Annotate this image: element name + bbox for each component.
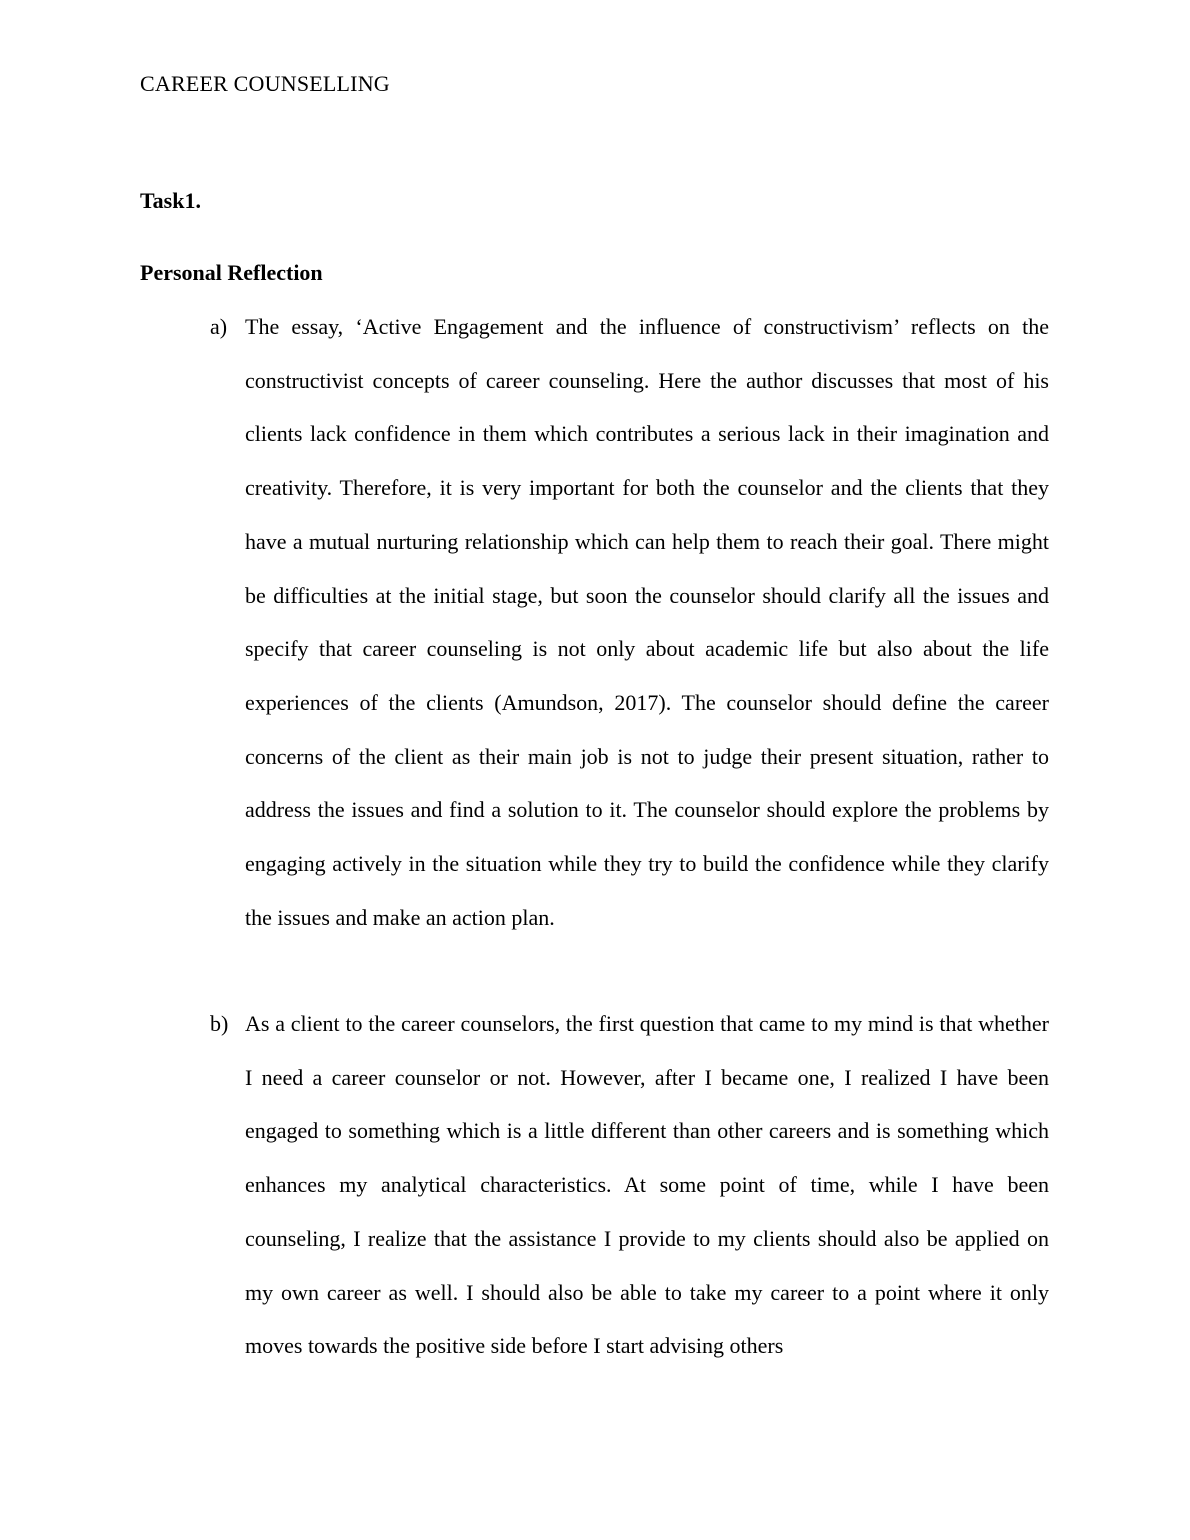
list-item-b bbox=[210, 997, 1049, 1373]
list-item-marker: b) bbox=[210, 1011, 229, 1036]
section-heading: Personal Reflection bbox=[140, 260, 323, 285]
task-heading: Task1. bbox=[140, 188, 201, 213]
running-header-title: CAREER COUNSELLING bbox=[140, 71, 390, 96]
list-item-a bbox=[210, 300, 1049, 944]
list-item-text: As a client to the career counselors, the first question that came to my mind is that whether I need a career counselor or not. However, after I became one, I realized I have been engaged to something which is a little different than other careers and is something which enhances my analytical characteristics. At some point of time, while I have been counseling, I realize that the assistance I provide to my clients should also be applied on my own career as well. I should also be able to take my career to a point where it only moves towards the positive side before I start advising others bbox=[245, 1011, 1049, 1359]
list-item-marker: a) bbox=[210, 314, 228, 339]
list-item-text: The essay, ‘Active Engagement and the influence of constructivism’ reflects on the constructivist concepts of career counseling. Here the author discusses that most of his clients lack confidence in them which contributes a serious lack in their imagination and creativity. Therefore, it is very important for both the counselor and the clients that they have a mutual nurturing relationship which can help them to reach their goal. There might be difficulties at the initial stage, but soon the counselor should clarify all the issues and specify that career counseling is not only about academic life but also about the life experiences of the clients (Amundson, 2017). The counselor should define the career concerns of the client as their main job is not to judge their present situation, rather to address the issues and find a solution to it. The counselor should explore the problems by engaging actively in the situation while they try to build the confidence while they clarify the issues and make an action plan. bbox=[245, 314, 1049, 930]
